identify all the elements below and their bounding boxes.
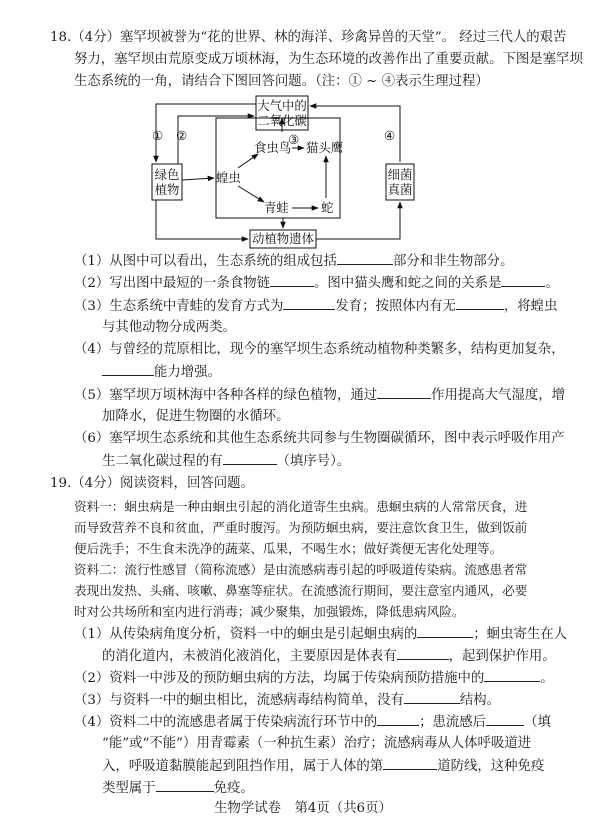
answer-blank[interactable] — [270, 272, 314, 287]
q19-material-2: 而导致营养不良和贫血，严重时腹泻。为预防蛔虫病，要注意饮食卫生，做到饭前 — [74, 520, 528, 535]
arrow-1 — [156, 104, 256, 162]
q19-sub-2: （2）资料一中涉及的预防蛔虫病的方法，均属于传染病预防措施中的 。 — [74, 667, 554, 690]
q18-sub-6: （6）塞罕坝生态系统和其他生态系统共同参与生物圈碳循环，图中表示呼吸作用产 — [74, 431, 565, 446]
answer-blank[interactable] — [404, 689, 460, 704]
q19-material-1: 资料一：蛔虫病是一种由蛔虫引起的消化道寄生虫病。患蛔虫病的人常常厌食，进 — [74, 499, 528, 514]
answer-blank[interactable] — [102, 361, 154, 376]
q18-sub-4: （4）与曾经的荒原相比，现今的塞罕坝生态系统动植物种类繁多，结构更加复杂， — [74, 342, 565, 357]
q18-sub-3b: 与其他动物分成两类。 — [102, 320, 236, 335]
bird-label: 食虫鸟 — [254, 140, 292, 155]
q18-line-1: 18.（4分）塞罕坝被誉为“花的世界、林的海洋、珍禽异兽的天堂”。 经过三代人的艰苦 — [50, 30, 567, 45]
page-footer: 生物学试卷 第4页（共6页） — [214, 801, 392, 816]
air-co2-label-1: 大气中的 — [257, 98, 307, 113]
green-plant-label-1: 绿色 — [154, 167, 180, 182]
q18-sub-2: （2）写出图中最短的一条食物链 。图中猫头鹰和蛇之间的关系是 。 — [74, 272, 559, 295]
q18-sub-6b: 生二氧化碳过程的有 （填序号）。 — [102, 450, 350, 473]
process-3-label: ③ — [288, 132, 300, 147]
process-4-label: ④ — [384, 128, 396, 143]
q19-sub-4: （4）资料二中的流感患者属于传染病流行环节中的 ；患流感后 （填 — [74, 711, 551, 734]
q19-material-5: 表现出发热、头痛、咳嗽、鼻塞等症状。在流感流行期间，要注意室内通风，必要 — [74, 583, 528, 598]
bacteria-label-2: 真菌 — [387, 182, 413, 197]
answer-blank[interactable] — [484, 667, 540, 682]
answer-blank[interactable] — [283, 295, 335, 310]
process-2-label: ② — [176, 128, 188, 143]
q19-sub-3: （3）与资料一中的蛔虫相比，流感病毒结构简单，没有 结构。 — [74, 689, 500, 712]
q18-sub-3: （3）生态系统中青蛙的发育方式为 发育；按照体内有无 ，将蝗虫 — [74, 295, 557, 318]
q18-line-3: 生态系统的一角，请结合下图回答问题。（注：① ~ ④表示生理过程） — [74, 74, 489, 89]
remains-label: 动植物遗体 — [252, 231, 314, 246]
q18-sub-5b: 加降水，促进生物圈的水循环。 — [102, 409, 290, 424]
answer-blank[interactable] — [377, 711, 419, 726]
q18-sub-5: （5）塞罕坝万顷林海中各种各样的绿色植物，通过 作用提高大气湿度，增 — [74, 384, 565, 407]
q19-title: 19.（4分）阅读资料，回答问题。 — [50, 476, 254, 491]
answer-blank[interactable] — [397, 645, 449, 660]
snake-label: 蛇 — [321, 200, 334, 215]
answer-blank[interactable] — [377, 384, 431, 399]
q19-sub-4d: 类型属于 免疫。 — [102, 777, 254, 800]
q19-sub-4b: “能”或“不能”）用青霉素（一种抗生素）治疗；流感病毒从人体呼吸道进 — [102, 736, 532, 751]
q19-sub-1b: 的消化道内，未被消化液消化，主要原因是体表有 ，起到保护作用。 — [102, 645, 556, 668]
q19-material-6: 时对公共场所和室内进行消毒；减少聚集，加强锻炼，降低患病风险。 — [74, 604, 465, 619]
arrow-locust-frog — [238, 186, 264, 202]
q19-material-4: 资料二：流行性感冒（简称流感）是由流感病毒引起的呼吸道传染病。流感患者常 — [74, 562, 528, 577]
owl-label: 猫头鹰 — [306, 140, 344, 155]
q19-sub-4c: 入，呼吸道黏膜能起到阻挡作用，属于人体的第 道防线，这种免疫 — [102, 755, 544, 778]
q19-sub-1: （1）从传染病角度分析，资料一中的蛔虫是引起蛔虫病的 ；蛔虫寄生在人 — [74, 623, 567, 646]
answer-blank[interactable] — [486, 711, 524, 726]
answer-blank[interactable] — [456, 295, 504, 310]
q19-material-3: 便后洗手；不生食未洗净的蔬菜、瓜果，不喝生水；做好粪便无害化处理等。 — [74, 541, 503, 556]
ecosystem-diagram — [146, 94, 416, 250]
answer-blank[interactable] — [337, 250, 393, 265]
process-1-label: ① — [152, 128, 164, 143]
answer-blank[interactable] — [223, 450, 277, 465]
q18-line-2: 努力，塞罕坝由荒原变成万顷林海，为生态环境的改善作出了重要贡献。下图是塞罕坝 — [74, 52, 583, 67]
arrow-locust-bird — [238, 154, 258, 168]
q18-sub-1: （1）从图中可以看出，生态系统的组成包括 部分和非生物部分。 — [74, 250, 513, 273]
green-plant-label-2: 植物 — [154, 182, 180, 197]
answer-blank[interactable] — [501, 272, 545, 287]
q18-sub-4b: 能力增强。 — [102, 361, 221, 384]
frog-label: 青蛙 — [264, 200, 289, 215]
answer-blank[interactable] — [383, 755, 437, 770]
locust-label: 蝗虫 — [216, 170, 241, 185]
bacteria-label-1: 细菌 — [387, 167, 413, 182]
arrow-plant-remains — [156, 200, 248, 239]
answer-blank[interactable] — [156, 777, 214, 792]
answer-blank[interactable] — [417, 623, 473, 638]
air-co2-label-2: 二氧化碳 — [257, 113, 307, 128]
arrow-plant-locust — [182, 178, 214, 180]
